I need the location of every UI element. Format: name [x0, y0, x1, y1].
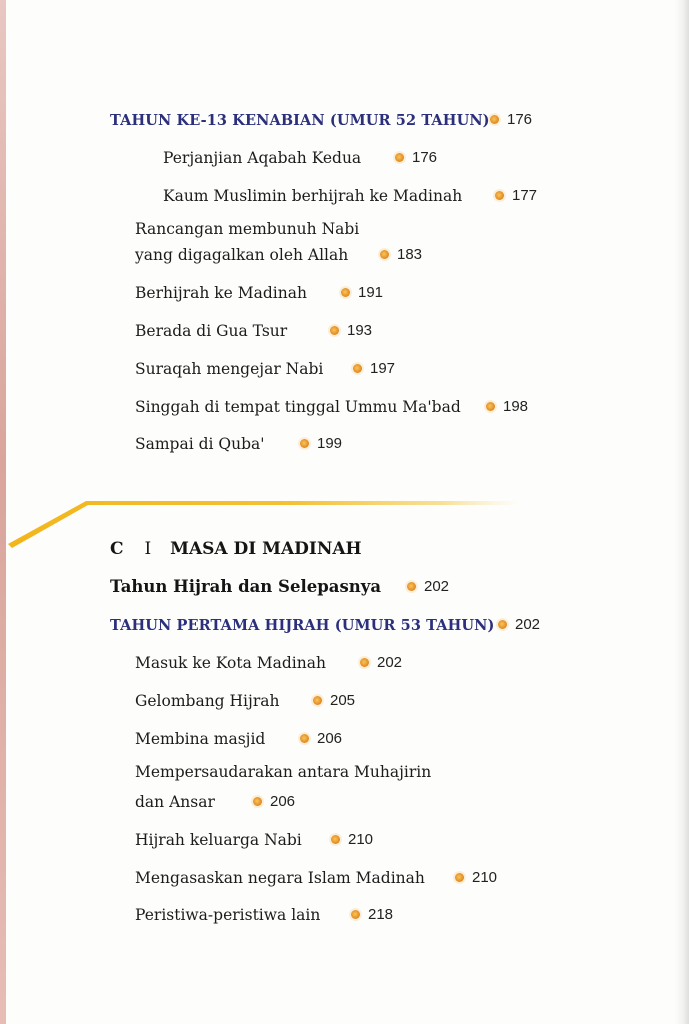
bullet-dot-icon: [300, 439, 309, 448]
bullet-dot-icon: [253, 797, 262, 806]
bullet-dot-icon: [313, 696, 322, 705]
toc-page: 210: [331, 830, 373, 850]
toc-page: 183: [380, 245, 422, 265]
bullet-dot-icon: [331, 835, 340, 844]
section-title: MASA DI MADINAH: [170, 539, 362, 559]
toc-entry-ummu-mabad[interactable]: Singgah di tempat tinggal Ummu Ma'bad: [135, 398, 461, 416]
bullet-dot-icon: [395, 153, 404, 162]
bullet-dot-icon: [330, 326, 339, 335]
toc-entry-gua-tsur[interactable]: Berada di Gua Tsur: [135, 322, 288, 340]
bullet-dot-icon: [300, 734, 309, 743]
bullet-dot-icon: [495, 191, 504, 200]
toc-entry-mempersaudarakan-line1[interactable]: Mempersaudarakan antara Muhajirin: [135, 763, 432, 781]
toc-entry-kaum-muslimin[interactable]: Kaum Muslimin berhijrah ke Madinah: [163, 187, 463, 205]
toc-page: 197: [353, 359, 395, 379]
toc-entry-berhijrah[interactable]: Berhijrah ke Madinah: [135, 284, 307, 302]
toc-entry-masuk-kota[interactable]: Masuk ke Kota Madinah: [135, 654, 326, 672]
bullet-dot-icon: [360, 658, 369, 667]
section-separator: I: [144, 539, 152, 559]
bullet-dot-icon: [341, 288, 350, 297]
bullet-dot-icon: [351, 910, 360, 919]
toc-entry-rancangan-line1[interactable]: Rancangan membunuh Nabi: [135, 220, 360, 238]
toc-page: 176: [490, 110, 532, 130]
bullet-dot-icon: [407, 582, 416, 591]
toc-entry-mengasaskan[interactable]: Mengasaskan negara Islam Madinah: [135, 869, 425, 887]
toc-heading-text: TAHUN KE-13 KENABIAN (UMUR 52 TAHUN): [110, 112, 490, 129]
toc-page: 210: [455, 868, 497, 888]
bullet-dot-icon: [498, 620, 507, 629]
toc-page: 191: [341, 283, 383, 303]
section-letter: C: [110, 539, 124, 559]
toc-page: 199: [300, 434, 342, 454]
toc-entry-hijrah-keluarga[interactable]: Hijrah keluarga Nabi: [135, 831, 302, 849]
toc-page: 202: [407, 577, 449, 597]
bullet-dot-icon: [455, 873, 464, 882]
bullet-dot-icon: [486, 402, 495, 411]
toc-entry-peristiwa-lain[interactable]: Peristiwa-peristiwa lain: [135, 906, 321, 924]
toc-entry-quba[interactable]: Sampai di Quba': [135, 435, 265, 453]
toc-page: 202: [360, 653, 402, 673]
toc-entry-suraqah[interactable]: Suraqah mengejar Nabi: [135, 360, 324, 378]
toc-entry-mempersaudarakan-line2[interactable]: dan Ansar: [135, 793, 215, 811]
bullet-dot-icon: [380, 250, 389, 259]
toc-page: 206: [300, 729, 342, 749]
bullet-dot-icon: [353, 364, 362, 373]
bullet-dot-icon: [490, 115, 499, 124]
toc-page: 218: [351, 905, 393, 925]
toc-page: 193: [330, 321, 372, 341]
section-heading-c[interactable]: [110, 539, 362, 559]
toc-heading-tahun-ke-13[interactable]: [110, 110, 490, 131]
toc-page: 206: [253, 792, 295, 812]
toc-page: 176: [395, 148, 437, 168]
toc-entry-perjanjian-aqabah[interactable]: Perjanjian Aqabah Kedua: [163, 149, 362, 167]
toc-page: 177: [495, 186, 537, 206]
toc-entry-tahun-hijrah[interactable]: Tahun Hijrah dan Selepasnya: [110, 577, 382, 596]
toc-entry-rancangan-line2[interactable]: yang digagalkan oleh Allah: [135, 246, 349, 264]
toc-page: 205: [313, 691, 355, 711]
toc-heading-tahun-pertama[interactable]: TAHUN PERTAMA HIJRAH (UMUR 53 TAHUN): [110, 617, 495, 634]
toc-page: 202: [498, 615, 540, 635]
toc-page: 198: [486, 397, 528, 417]
toc-entry-gelombang[interactable]: Gelombang Hijrah: [135, 692, 280, 710]
toc-entry-membina-masjid[interactable]: Membina masjid: [135, 730, 266, 748]
